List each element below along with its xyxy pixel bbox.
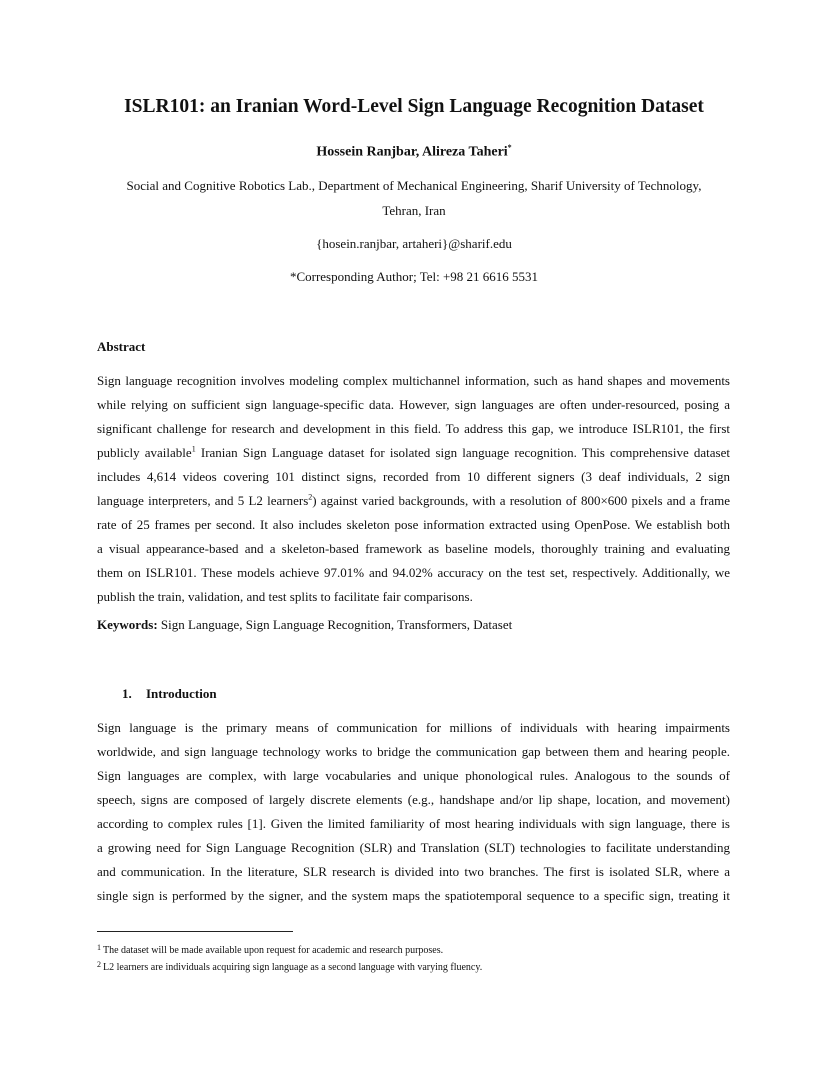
- keywords: [97, 617, 730, 633]
- abstract-line-rest: ) against varied backgrounds, with a resolution of 800×600 pixels and a frame: [312, 493, 731, 508]
- footnote-2: [97, 960, 482, 973]
- body-line: and communication. In the literature, SLR research is divided into two branches. The first is isolated SLR, where a: [97, 864, 730, 879]
- abstract-line: while relying on sufficient sign language-specific data. However, sign languages are often under-resourced, posing a: [97, 397, 730, 412]
- body-line: worldwide, and sign language technology works to bridge the communication gap between them and hearing people.: [97, 744, 730, 759]
- footnote-divider: [97, 931, 293, 932]
- abstract-line: publish the train, validation, and test splits to facilitate fair comparisons.: [97, 589, 473, 604]
- abstract-line-prefix: publicly available: [97, 445, 192, 460]
- body-line: single sign is performed by the signer, and the system maps the spatiotemporal sequence to a specific sign, treating it: [97, 888, 730, 903]
- footnote-ref-1: 1: [191, 444, 196, 454]
- corresponding-author-note: *Corresponding Author; Tel: +98 21 6616 5531: [289, 269, 539, 284]
- abstract-line: a visual appearance-based and a skeleton-based framework as baseline models, thoroughly training and evaluating: [97, 541, 730, 556]
- affiliation-line-2: Tehran, Iran: [382, 203, 446, 218]
- abstract-line: Sign language recognition involves modeling complex multichannel information, such as hand shapes and movements: [97, 373, 730, 388]
- authors-names: Hossein Ranjbar, Alireza Taheri: [316, 144, 508, 160]
- body-line: Sign language is the primary means of communication for millions of individuals with hearing impairments: [97, 720, 730, 735]
- footnote-text: L2 learners are individuals acquiring sign language as a second language with varying fluency.: [103, 962, 483, 973]
- section-heading-introduction: [122, 686, 217, 702]
- abstract-line: includes 4,614 videos covering 101 distinct signs, recorded from 10 different signers (3 deaf individuals, 2 sign: [97, 469, 730, 484]
- body-line: speech, signs are composed of largely discrete elements (e.g., handshape and/or lip shape, location, and movement): [97, 792, 730, 807]
- abstract-line: them on ISLR101. These models achieve 97.01% and 94.02% accuracy on the test set, respectively. Additionally, we: [97, 565, 730, 580]
- body-line: Sign languages are complex, with large vocabularies and unique phonological rules. Analogous to the sounds of: [97, 768, 730, 783]
- paper-title: ISLR101: an Iranian Word-Level Sign Language Recognition Dataset: [124, 96, 704, 117]
- abstract-heading: Abstract: [97, 339, 146, 354]
- section-title: Introduction: [146, 686, 217, 701]
- body-line: a growing need for Sign Language Recognition (SLR) and Translation (SLT) technologies to facilitate understanding: [97, 840, 730, 855]
- corresponding-mark: *: [507, 143, 512, 152]
- abstract-line: [97, 493, 730, 509]
- keywords-label: Keywords:: [97, 617, 158, 632]
- author-email: {hosein.ranjbar, artaheri}@sharif.edu: [316, 236, 512, 251]
- footnote-ref-2: 2: [308, 492, 313, 502]
- author-list: [0, 143, 828, 161]
- abstract-line: significant challenge for research and development in this field. To address this gap, we introduce ISLR101, the first: [97, 421, 730, 436]
- section-number: 1.: [122, 686, 132, 701]
- abstract-line-prefix: language interpreters, and 5 L2 learners: [97, 493, 309, 508]
- abstract-line: rate of 25 frames per second. It also includes skeleton pose information extracted using OpenPose. We establish both: [97, 517, 730, 532]
- footnote-mark: 2: [97, 960, 101, 969]
- abstract-line: [97, 445, 730, 461]
- keywords-text: Sign Language, Sign Language Recognition, Transformers, Dataset: [157, 617, 513, 632]
- footnote-1: [97, 943, 443, 956]
- abstract-line-rest: Iranian Sign Language dataset for isolated sign language recognition. This comprehensive dataset: [200, 445, 730, 460]
- body-line: according to complex rules [1]. Given the limited familiarity of most hearing individuals with sign language, there is: [97, 816, 730, 831]
- footnote-text: The dataset will be made available upon request for academic and research purposes.: [103, 945, 444, 956]
- footnote-mark: 1: [97, 943, 101, 952]
- affiliation-line-1: Social and Cognitive Robotics Lab., Department of Mechanical Engineering, Sharif University of Technology,: [126, 178, 702, 193]
